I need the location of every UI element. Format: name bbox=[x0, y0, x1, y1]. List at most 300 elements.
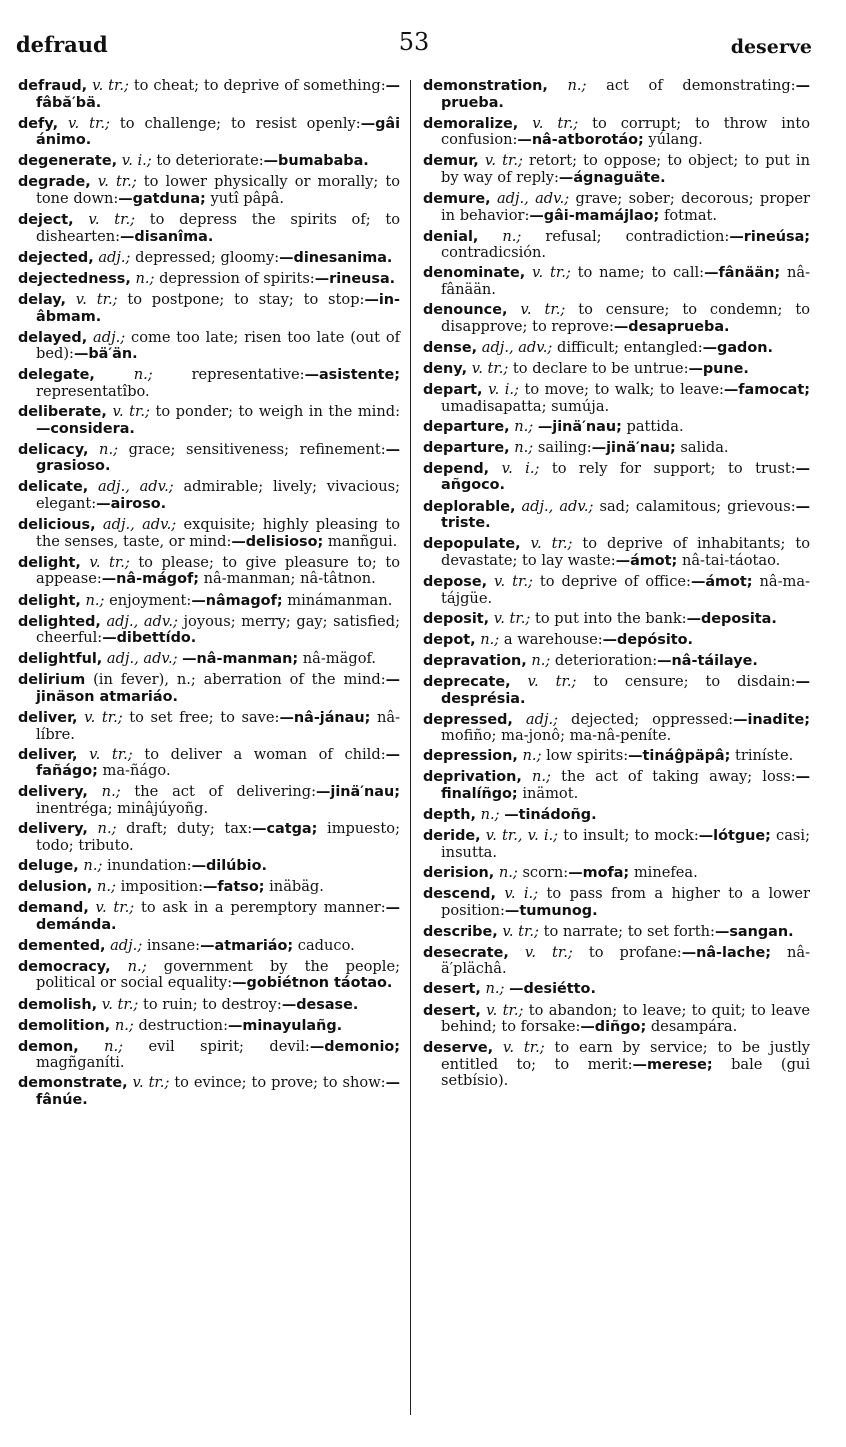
entry-equivalent: —prueba. bbox=[441, 78, 810, 111]
dictionary-entry bbox=[18, 821, 400, 853]
dictionary-entry bbox=[423, 265, 810, 297]
entry-headword: delicate, bbox=[18, 479, 89, 496]
entry-equivalent: —nâ-mágof; bbox=[101, 571, 199, 588]
dictionary-entry bbox=[423, 302, 810, 335]
entry-definition: to censure; to condemn; to disapprove; to reprove: bbox=[441, 301, 810, 335]
entry-headword: deprivation, bbox=[423, 769, 522, 786]
entry-definition: depression of spirits: bbox=[159, 269, 315, 287]
dictionary-entry bbox=[423, 886, 810, 919]
entry-grammar: adj.; bbox=[93, 328, 126, 346]
entry-definition: depressed; gloomy: bbox=[135, 248, 280, 266]
entry-equivalent: —fañágo; bbox=[36, 746, 401, 780]
entry-grammar: v. tr.; bbox=[92, 77, 129, 94]
entry-grammar: n.; bbox=[97, 820, 117, 838]
entry-equivalent: —nâ-atborotáo; bbox=[517, 132, 644, 149]
entry-equivalent: —lótgue; bbox=[698, 828, 771, 845]
entry-extra: nâ-ä′plächâ. bbox=[441, 943, 811, 978]
entry-equivalent: —atmariáo; bbox=[200, 937, 294, 954]
entry-grammar: v. tr.; bbox=[97, 173, 137, 191]
entry-equivalent: —nâ-jánau; bbox=[279, 710, 371, 727]
dictionary-entry bbox=[18, 404, 400, 437]
entry-grammar: v. tr.; bbox=[68, 114, 110, 132]
dictionary-entry bbox=[18, 672, 400, 705]
entry-extra: triníste. bbox=[730, 747, 794, 765]
dictionary-entry bbox=[18, 153, 400, 170]
entry-extra: manñgui. bbox=[323, 532, 398, 550]
entry-definition: to ask in a peremptory manner: bbox=[140, 899, 386, 917]
entry-equivalent: —gâi ánimo. bbox=[36, 115, 401, 149]
entry-definition: to censure; to disdain: bbox=[593, 672, 796, 690]
entry-grammar: v. tr.; bbox=[502, 1039, 545, 1057]
dictionary-entry bbox=[18, 1075, 400, 1108]
entry-headword: desert, bbox=[423, 1002, 481, 1019]
dictionary-entry bbox=[423, 116, 810, 149]
left-column bbox=[18, 78, 400, 1113]
entry-equivalent: —grasioso. bbox=[36, 441, 401, 475]
dictionary-entry bbox=[18, 174, 400, 207]
entry-definition: draft; duty; tax: bbox=[126, 820, 253, 838]
entry-equivalent: —demonio; bbox=[309, 1038, 401, 1055]
entry-headword: demure, bbox=[423, 191, 491, 208]
entry-grammar: v. i.; bbox=[488, 381, 519, 398]
entry-definition: to rely for support; to trust: bbox=[551, 459, 796, 477]
entry-grammar: adj., adv.; bbox=[481, 338, 553, 356]
entry-grammar: n.; bbox=[104, 1037, 124, 1055]
entry-headword: derision, bbox=[423, 864, 495, 881]
entry-extra: mofiño; ma-jonô; ma-nâ-peníte. bbox=[441, 727, 672, 745]
entry-grammar: n.; bbox=[514, 438, 534, 456]
entry-definition: to pass from a higher to a lower position: bbox=[441, 884, 811, 919]
entry-definition: to deprive of inhabitants; to devastate; to lay waste: bbox=[441, 535, 811, 569]
entry-headword: deposit, bbox=[423, 610, 490, 627]
dictionary-entry bbox=[423, 440, 810, 457]
entry-extra: nâ-líbre. bbox=[36, 709, 401, 743]
entry-grammar: n.; bbox=[114, 1016, 134, 1034]
dictionary-entry bbox=[18, 997, 400, 1014]
dictionary-entry bbox=[18, 479, 400, 512]
dictionary-entry bbox=[423, 712, 810, 744]
dictionary-entry bbox=[423, 191, 810, 224]
entry-equivalent: —desprésia. bbox=[441, 673, 810, 707]
entry-grammar: adj., adv.; bbox=[102, 516, 177, 534]
entry-equivalent: —gadon. bbox=[702, 339, 773, 356]
dictionary-entry bbox=[423, 748, 810, 765]
entry-grammar: v. tr.; bbox=[112, 403, 150, 421]
entry-grammar: n.; bbox=[480, 806, 500, 824]
dictionary-entry bbox=[423, 499, 810, 532]
entry-headword: dejectedness, bbox=[18, 270, 131, 287]
entry-grammar: v. tr.; bbox=[494, 572, 533, 590]
entry-extra: nâ-tai-táotao. bbox=[677, 551, 781, 569]
entry-headword: depart, bbox=[423, 382, 483, 398]
dictionary-entry bbox=[423, 574, 810, 606]
entry-headword: delight, bbox=[18, 592, 81, 609]
page-number: 53 bbox=[398, 28, 430, 56]
entry-definition: to corrupt; to throw into confusion: bbox=[441, 114, 811, 149]
entry-definition: to deprive of office: bbox=[539, 572, 691, 590]
entry-extra: impuesto; todo; tributo. bbox=[36, 820, 400, 854]
dictionary-entry bbox=[423, 674, 810, 707]
entry-equivalent: —fânúe. bbox=[36, 1075, 400, 1108]
entry-definition: to abandon; to leave; to quit; to leave behind; to forsake: bbox=[441, 1001, 810, 1036]
entry-grammar: n.; bbox=[127, 957, 147, 975]
dictionary-entry bbox=[423, 536, 810, 569]
entry-headword: denial, bbox=[423, 228, 479, 245]
entry-equivalent: —ámot; bbox=[690, 573, 753, 590]
dictionary-entry bbox=[423, 653, 810, 670]
entry-grammar: n.; bbox=[532, 768, 551, 786]
entry-extra: inentréga; minâjúyoñg. bbox=[36, 800, 209, 818]
entry-extra: nâ-manman; nâ-tâtnon. bbox=[199, 570, 376, 588]
entry-grammar: n.; bbox=[133, 366, 153, 384]
entry-grammar: v. tr.; bbox=[530, 535, 573, 553]
entry-equivalent: —nâ-lache; bbox=[681, 944, 771, 961]
entry-equivalent: —minayulañg. bbox=[227, 1017, 343, 1034]
entry-grammar: v. i.; bbox=[504, 884, 539, 902]
dictionary-entry bbox=[18, 593, 400, 610]
entry-grammar: n.; bbox=[502, 227, 522, 245]
entry-equivalent: —considera. bbox=[36, 420, 135, 437]
dictionary-entry bbox=[18, 858, 400, 875]
entry-definition: inundation: bbox=[107, 856, 192, 874]
entry-definition: destruction: bbox=[138, 1016, 228, 1034]
dictionary-entry bbox=[423, 78, 810, 111]
dictionary-entry bbox=[18, 442, 400, 475]
entry-headword: deliberate, bbox=[18, 404, 107, 421]
entry-equivalent: —deposita. bbox=[686, 610, 777, 627]
entry-grammar: n.; bbox=[514, 417, 534, 435]
entry-headword: denominate, bbox=[423, 265, 526, 282]
dictionary-entry bbox=[18, 784, 400, 816]
entry-headword: demoralize, bbox=[423, 115, 519, 132]
entry-headword: departure, bbox=[423, 418, 510, 435]
entry-headword: departure, bbox=[423, 439, 510, 456]
entry-extra: fotmat. bbox=[659, 206, 718, 224]
entry-headword: delivery, bbox=[18, 784, 88, 801]
entry-equivalent: —ágnaguäte. bbox=[558, 169, 666, 186]
entry-grammar: n.; bbox=[85, 591, 105, 609]
entry-definition: enjoyment: bbox=[109, 591, 192, 609]
entry-definition: difficult; entangled: bbox=[557, 338, 703, 356]
dictionary-entry bbox=[18, 517, 400, 550]
entry-headword: delightful, bbox=[18, 651, 103, 668]
entry-grammar: v. tr.; bbox=[89, 553, 130, 571]
entry-equivalent: —tumunog. bbox=[504, 902, 598, 919]
entry-headword: depopulate, bbox=[423, 536, 521, 553]
entry-grammar: v. tr.; bbox=[486, 1001, 524, 1019]
entry-headword: demolition, bbox=[18, 1017, 111, 1034]
entry-definition: insane: bbox=[146, 936, 201, 954]
dictionary-entry bbox=[423, 611, 810, 628]
entry-equivalent: —delisioso; bbox=[231, 533, 324, 550]
entry-headword: dense, bbox=[423, 339, 478, 356]
dictionary-entry bbox=[423, 419, 810, 436]
entry-headword: delivery, bbox=[18, 821, 88, 838]
entry-headword: delicious, bbox=[18, 517, 96, 534]
entry-grammar: v. i.; bbox=[121, 152, 152, 170]
entry-grammar: v. tr.; bbox=[493, 609, 531, 627]
dictionary-entry bbox=[18, 879, 400, 896]
dictionary-entry bbox=[423, 1040, 810, 1089]
entry-grammar: v. tr.; bbox=[95, 899, 135, 917]
entry-definition: to postpone; to stay; to stop: bbox=[127, 291, 365, 309]
entry-grammar: v. tr.; bbox=[84, 709, 123, 727]
entry-definition: to profane: bbox=[588, 943, 682, 961]
dictionary-entry bbox=[18, 78, 400, 111]
entry-equivalent: —jinä′nau; bbox=[537, 418, 622, 435]
entry-headword: depot, bbox=[423, 631, 476, 648]
entry-grammar: adj., adv.; bbox=[106, 612, 178, 630]
entry-grammar: v. tr.; bbox=[75, 291, 118, 309]
entry-definition: to deteriorate: bbox=[156, 152, 264, 170]
entry-extra: minefea. bbox=[629, 863, 698, 881]
entry-definition: to challenge; to resist openly: bbox=[119, 114, 361, 132]
entry-headword: dejected, bbox=[18, 249, 94, 266]
entry-headword: delayed, bbox=[18, 329, 88, 346]
dictionary-entry bbox=[18, 959, 400, 992]
entry-grammar: n.; bbox=[96, 877, 116, 895]
entry-headword: desert, bbox=[423, 981, 481, 998]
entry-headword: deluge, bbox=[18, 857, 79, 874]
dictionary-entry bbox=[18, 292, 400, 325]
entry-extra: nâ-ma-tájgüe. bbox=[441, 572, 811, 607]
entry-equivalent: —tináĝpäpâ; bbox=[628, 748, 731, 765]
entry-definition: grave; sober; decorous; proper in behavior: bbox=[441, 190, 810, 224]
entry-headword: defraud, bbox=[18, 78, 88, 94]
entry-headword: desecrate, bbox=[423, 944, 509, 961]
entry-definition: to evince; to prove; to show: bbox=[174, 1074, 386, 1092]
entry-definition: imposition: bbox=[120, 877, 204, 895]
entry-extra: salida. bbox=[675, 438, 729, 456]
entry-definition: to name; to call: bbox=[577, 264, 705, 282]
entry-grammar: n.; bbox=[498, 863, 518, 881]
entry-definition: to ponder; to weigh in the mind: bbox=[155, 403, 400, 421]
entry-grammar: n.; bbox=[83, 856, 103, 874]
entry-equivalent: —mofa; bbox=[568, 864, 630, 881]
entry-definition: government by the people; political or social equality: bbox=[36, 957, 400, 992]
entry-grammar: adj., adv.; bbox=[98, 478, 174, 496]
entry-definition: to insult; to mock: bbox=[563, 827, 699, 845]
dictionary-entry bbox=[423, 865, 810, 882]
entry-equivalent: —depósito. bbox=[602, 631, 694, 648]
entry-equivalent: —triste. bbox=[441, 498, 810, 532]
dictionary-entry bbox=[423, 361, 810, 378]
column-divider bbox=[410, 80, 411, 1415]
dictionary-entry bbox=[18, 555, 400, 588]
entry-grammar: v. tr.; bbox=[484, 152, 523, 170]
entry-definition: sad; calamitous; grievous: bbox=[599, 497, 796, 515]
dictionary-entry bbox=[18, 747, 400, 780]
entry-equivalent: —merese; bbox=[632, 1056, 713, 1073]
dictionary-entry bbox=[423, 981, 810, 998]
entry-equivalent: —in-âbmam. bbox=[36, 292, 400, 325]
dictionary-entry bbox=[18, 938, 400, 955]
entry-definition: to ruin; to destroy: bbox=[142, 995, 282, 1013]
entry-headword: depose, bbox=[423, 573, 488, 590]
entry-definition: sailing: bbox=[537, 438, 592, 456]
entry-equivalent: —desaprueba. bbox=[613, 318, 730, 335]
entry-grammar: v. tr., v. i.; bbox=[485, 827, 559, 845]
entry-grammar: v. tr.; bbox=[101, 995, 139, 1013]
left-guide-word: defraud bbox=[16, 32, 108, 57]
entry-headword: delighted, bbox=[18, 613, 101, 630]
entry-grammar: v. tr.; bbox=[502, 922, 539, 940]
entry-headword: delight, bbox=[18, 554, 81, 571]
entry-equivalent: —fânään; bbox=[704, 265, 781, 282]
entry-extra: bale (gui setbísio). bbox=[441, 1055, 810, 1090]
entry-headword: deride, bbox=[423, 828, 481, 845]
entry-headword: describe, bbox=[423, 923, 498, 940]
entry-equivalent: —dinesanima. bbox=[279, 249, 393, 266]
entry-headword: deject, bbox=[18, 212, 74, 229]
entry-equivalent: —añgoco. bbox=[441, 460, 811, 494]
dictionary-entry bbox=[18, 367, 400, 399]
entry-headword: delay, bbox=[18, 292, 66, 309]
dictionary-entry bbox=[423, 153, 810, 186]
entry-headword: descend, bbox=[423, 885, 496, 902]
entry-equivalent: —desase. bbox=[281, 996, 359, 1013]
entry-equivalent: —gobiétnon táotao. bbox=[232, 975, 393, 992]
entry-equivalent: —bumababa. bbox=[263, 153, 369, 170]
entry-equivalent: —nâ-táilaye. bbox=[657, 652, 758, 669]
entry-headword: degenerate, bbox=[18, 153, 118, 170]
entry-equivalent: —dilúbio. bbox=[191, 857, 267, 874]
entry-definition: joyous; merry; gay; satisfied; cheerful: bbox=[36, 612, 400, 647]
entry-headword: deliver, bbox=[18, 710, 78, 727]
page-header bbox=[16, 28, 812, 64]
entry-grammar: v. tr.; bbox=[527, 672, 577, 690]
entry-definition: to please; to give pleasure to; to appease: bbox=[36, 553, 401, 588]
entry-headword: demented, bbox=[18, 937, 106, 954]
dictionary-entry bbox=[423, 461, 810, 494]
entry-grammar: n.; bbox=[480, 630, 500, 648]
entry-grammar: n.; bbox=[567, 77, 587, 94]
entry-extra: ma-ñágo. bbox=[97, 762, 171, 780]
entry-grammar: n.; bbox=[522, 747, 542, 765]
entry-equivalent: —jinäson atmariáo. bbox=[36, 672, 401, 705]
entry-extra: magñganíti. bbox=[36, 1054, 125, 1072]
entry-grammar: n.; bbox=[135, 269, 155, 287]
entry-headword: demand, bbox=[18, 900, 89, 917]
entry-definition: to move; to walk; to leave: bbox=[524, 381, 724, 398]
entry-headword: denounce, bbox=[423, 302, 508, 319]
entry-equivalent: —sangan. bbox=[714, 923, 794, 940]
entry-grammar: n.; bbox=[99, 440, 119, 458]
entry-headword: demon, bbox=[18, 1038, 79, 1055]
entry-definition: admirable; lively; vivacious; elegant: bbox=[36, 478, 401, 513]
entry-equivalent: —fatso; bbox=[203, 878, 265, 895]
entry-headword: depression, bbox=[423, 748, 518, 765]
entry-extra: yutî pâpâ. bbox=[205, 190, 284, 208]
entry-equivalent: —demánda. bbox=[36, 900, 401, 933]
entry-definition: to declare to be untrue: bbox=[512, 359, 689, 377]
entry-extra: representatîbo. bbox=[36, 383, 150, 400]
entry-grammar: n.; bbox=[101, 783, 121, 801]
entry-equivalent: —famocat; bbox=[723, 382, 811, 398]
entry-headword: demonstrate, bbox=[18, 1075, 128, 1092]
entry-extra: inäbäg. bbox=[264, 877, 324, 895]
entry-headword: depend, bbox=[423, 460, 490, 477]
entry-extra: contradicsión. bbox=[441, 244, 547, 262]
entry-grammar: v. i.; bbox=[501, 459, 540, 477]
entry-grammar: v. tr.; bbox=[520, 301, 566, 319]
entry-definition: come too late; risen too late (out of bed): bbox=[36, 328, 401, 363]
entry-grammar: v. tr.; bbox=[532, 114, 579, 132]
entry-definition: dejected; oppressed: bbox=[571, 710, 734, 728]
entry-headword: deliver, bbox=[18, 746, 78, 763]
entry-equivalent: —gatduna; bbox=[118, 191, 206, 208]
entry-definition: representative: bbox=[191, 366, 305, 384]
entry-equivalent: —nâmagof; bbox=[191, 592, 283, 609]
entry-equivalent: —asistente; bbox=[304, 367, 401, 384]
entry-definition: to deliver a woman of child: bbox=[144, 745, 386, 763]
entry-equivalent: —gâi-mamájlao; bbox=[529, 207, 660, 224]
entry-equivalent: —diñgo; bbox=[580, 1019, 647, 1036]
entry-extra: pattida. bbox=[621, 417, 684, 435]
dictionary-entry bbox=[423, 382, 810, 414]
entry-equivalent: —bä′än. bbox=[73, 346, 138, 363]
dictionary-entry bbox=[18, 614, 400, 647]
entry-grammar: v. tr.; bbox=[524, 943, 573, 961]
entry-grammar: adj., adv.; bbox=[496, 190, 570, 208]
entry-equivalent: —fâbă′bä. bbox=[36, 78, 401, 111]
right-guide-word: deserve bbox=[730, 36, 812, 58]
entry-definition: (in fever), n.; aberration of the mind: bbox=[93, 671, 386, 689]
entry-equivalent: —jinä′nau; bbox=[316, 784, 400, 801]
entry-headword: deny, bbox=[423, 360, 468, 377]
dictionary-entry bbox=[423, 632, 810, 649]
entry-grammar: adj.; bbox=[110, 936, 143, 954]
entry-equivalent: —pune. bbox=[688, 360, 749, 377]
dictionary-entry bbox=[18, 212, 400, 245]
entry-extra: umadisapatta; sumúja. bbox=[441, 397, 610, 415]
entry-headword: demur, bbox=[423, 153, 479, 170]
dictionary-entry bbox=[18, 250, 400, 267]
right-column bbox=[423, 78, 810, 1093]
dictionary-entry bbox=[423, 945, 810, 977]
entry-definition: retort; to oppose; to object; to put in by way of reply: bbox=[441, 152, 810, 186]
dictionary-entry bbox=[423, 340, 810, 357]
entry-definition: to narrate; to set forth: bbox=[543, 922, 715, 940]
entry-extra: desampára. bbox=[646, 1018, 738, 1036]
entry-headword: delirium bbox=[18, 672, 86, 689]
dictionary-entry bbox=[423, 229, 810, 261]
entry-grammar: v. tr.; bbox=[89, 745, 133, 763]
entry-equivalent: —disanîma. bbox=[120, 228, 214, 245]
dictionary-entry bbox=[18, 116, 400, 149]
entry-grammar: adj., adv.; bbox=[106, 650, 178, 668]
entry-grammar: n.; bbox=[485, 980, 505, 998]
entry-definition: a warehouse: bbox=[503, 630, 603, 648]
entry-headword: degrade, bbox=[18, 174, 91, 191]
dictionary-entry bbox=[18, 710, 400, 742]
entry-headword: depressed, bbox=[423, 711, 513, 728]
dictionary-entry bbox=[18, 271, 400, 288]
entry-extra: caduco. bbox=[293, 936, 355, 954]
entry-definition: to earn by service; to be justly entitled to; to merit: bbox=[441, 1039, 810, 1073]
entry-definition: the act of taking away; loss: bbox=[561, 768, 796, 786]
dictionary-entry bbox=[423, 769, 810, 802]
entry-definition: to set free; to save: bbox=[129, 709, 280, 727]
entry-definition: scorn: bbox=[522, 863, 569, 881]
entry-headword: depravation, bbox=[423, 652, 527, 669]
entry-headword: deprecate, bbox=[423, 673, 511, 690]
entry-definition: to put into the bank: bbox=[534, 609, 687, 627]
dictionary-entry bbox=[423, 807, 810, 824]
entry-extra: minámanman. bbox=[282, 591, 393, 609]
dictionary-entry bbox=[18, 1039, 400, 1071]
entry-definition: exquisite; highly pleasing to the senses, taste, or mind: bbox=[36, 516, 401, 550]
